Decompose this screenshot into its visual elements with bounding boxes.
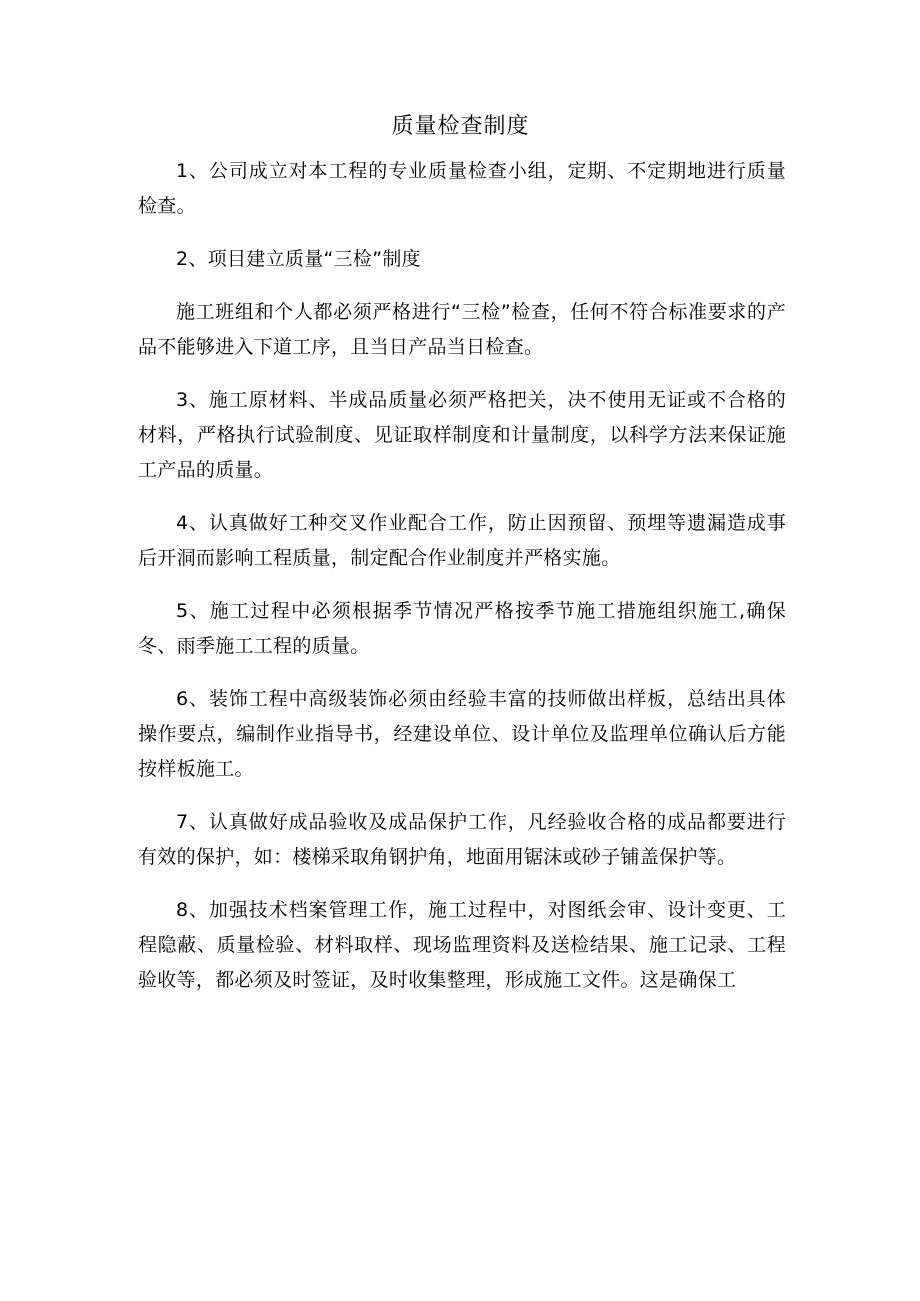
paragraph-9: 8、加强技术档案管理工作，施工过程中，对图纸会审、设计变更、工程隐蔽、质量检验、材料取样、现场监理资料及送检结果、施工记录、工程验收等，都必须及时签证，及时收集整理，形成施工文件。这是确保工 (138, 899, 786, 991)
paragraph-5: 4、认真做好工种交叉作业配合工作，防止因预留、预埋等遗漏造成事后开洞而影响工程质量，制定配合作业制度并严格实施。 (138, 512, 786, 569)
paragraph-6: 5、施工过程中必须根据季节情况严格按季节施工措施组织施工,确保冬、雨季施工工程的质量。 (138, 600, 786, 657)
paragraph-8: 7、认真做好成品验收及成品保护工作，凡经验收合格的成品都要进行有效的保护，如：楼梯采取角钢护角，地面用锯沫或砂子铺盖保护等。 (138, 811, 786, 868)
paragraph-2: 2、项目建立质量“三检”制度 (176, 248, 421, 270)
paragraph-1: 1、公司成立对本工程的专业质量检查小组，定期、不定期地进行质量检查。 (138, 160, 786, 217)
paragraph-7: 6、装饰工程中高级装饰必须由经验丰富的技师做出样板，总结出具体操作要点，编制作业指导书，经建设单位、设计单位及监理单位确认后方能按样板施工。 (138, 688, 786, 780)
paragraph-3: 施工班组和个人都必须严格进行“三检”检查，任何不符合标准要求的产品不能够进入下道工序，且当日产品当日检查。 (138, 301, 786, 358)
paragraph-4: 3、施工原材料、半成品质量必须严格把关，决不使用无证或不合格的材料，严格执行试验制度、见证取样制度和计量制度，以科学方法来保证施工产品的质量。 (138, 389, 786, 481)
document-title: 质量检查制度 (391, 114, 530, 139)
